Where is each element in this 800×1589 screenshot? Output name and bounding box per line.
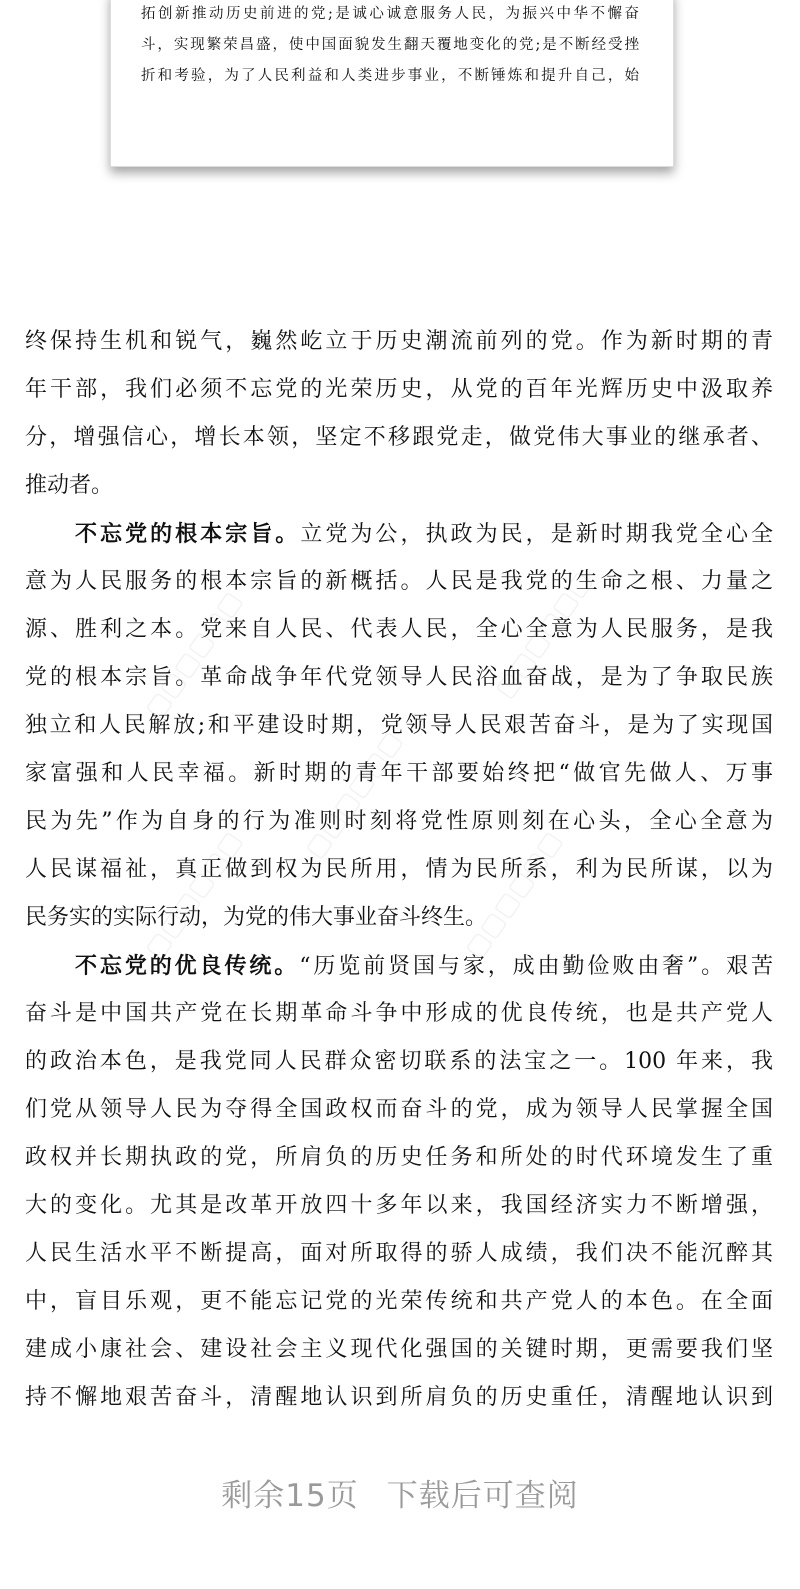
text-line — [25, 510, 773, 558]
text-line: 奋斗是中国共产党在长期革命斗争中形成的优良传统，也是共产党人 — [25, 1001, 773, 1026]
card-line: 拓创新推动历史前进的党;是诚心诚意服务人民，为振兴中华不懈奋 — [141, 6, 639, 22]
text-line: 政权并长期执政的党，所肩负的历史任务和所处的时代环境发生了重 — [25, 1145, 773, 1170]
card-line: 斗，实现繁荣昌盛，使中国面貌发生翻天覆地变化的党;是不断经受挫 — [141, 37, 639, 53]
text-line: 独立和人民解放;和平建设时期，党领导人民艰苦奋斗，是为了实现国 — [25, 713, 773, 738]
text-line: 年干部，我们必须不忘党的光荣历史，从党的百年光辉历史中汲取养 — [25, 377, 773, 402]
text-line: 持不懈地艰苦奋斗，清醒地认识到所肩负的历史重任，清醒地认识到 — [25, 1385, 773, 1410]
watermark: ▢▢▢▢▢▢ — [489, 566, 599, 704]
text-line: 人民谋福祉，真正做到权为民所用，情为民所系，利为民所谋，以为 — [25, 857, 773, 882]
document-body — [25, 318, 773, 1422]
text-line: 建成小康社会、建设社会主义现代化强国的关键时期，更需要我们坚 — [25, 1337, 773, 1362]
text-line: 源、胜利之本。党来自人民、代表人民，全心全意为人民服务，是我 — [25, 617, 773, 642]
download-to-read-more-button[interactable] — [0, 1470, 800, 1515]
paragraph-heading: 不忘党的优良传统。 — [75, 953, 300, 979]
watermark: ▢▢▢▢▢▢ — [139, 826, 249, 964]
paragraph-fine-tradition — [25, 942, 773, 1422]
paragraph-1 — [25, 318, 773, 510]
previous-page-card — [110, 0, 674, 167]
text-line: 推动者。 — [25, 473, 114, 498]
text-line: 民为先”作为自身的行为准则时刻将党性原则刻在心头，全心全意为 — [25, 809, 773, 834]
watermark: ▢▢▢▢▢▢ — [459, 826, 569, 964]
card-line: 折和考验，为了人民利益和人类进步事业，不断锤炼和提升自己，始 — [141, 68, 639, 84]
text-line: 分，增强信心，增长本领，坚定不移跟党走，做党伟大事业的继承者、 — [25, 425, 773, 450]
text-line: 党的根本宗旨。革命战争年代党领导人民浴血奋战，是为了争取民族 — [25, 665, 773, 690]
text-line: 意为人民服务的根本宗旨的新概括。人民是我党的生命之根、力量之 — [25, 569, 773, 594]
watermark: ▢▢▢▢▢▢ — [299, 726, 409, 864]
text-line: 家富强和人民幸福。新时期的青年干部要始终把“做官先做人、万事 — [25, 761, 773, 786]
remaining-pages-label: 剩余15页 — [221, 1478, 359, 1514]
download-hint-label: 下载后可查阅 — [386, 1478, 579, 1514]
text-line: 中，盲目乐观，更不能忘记党的光荣传统和共产党人的本色。在全面 — [25, 1289, 773, 1314]
text-line: 们党从领导人民为夺得全国政权而奋斗的党，成为领导人民掌握全国 — [25, 1097, 773, 1122]
paragraph-fundamental-purpose — [25, 510, 773, 942]
text-line — [25, 942, 773, 990]
text-line: 的政治本色，是我党同人民群众密切联系的法宝之一。100 年来，我 — [25, 1049, 773, 1074]
text-line: 终保持生机和锐气，巍然屹立于历史潮流前列的党。作为新时期的青 — [25, 329, 773, 354]
text-line: 民务实的实际行动，为党的伟大事业奋斗终生。 — [25, 905, 488, 930]
text-line: 大的变化。尤其是改革开放四十多年以来，我国经济实力不断增强， — [25, 1193, 773, 1218]
paragraph-heading: 不忘党的根本宗旨。 — [75, 521, 301, 547]
watermark: ▢▢▢▢▢▢ — [139, 586, 249, 724]
text-line: 人民生活水平不断提高，面对所取得的骄人成绩，我们决不能沉醉其 — [25, 1241, 773, 1266]
text-span: 立党为公，执政为民，是新时期我党全心全 — [300, 522, 773, 547]
card-text — [141, 0, 639, 92]
text-span: “历览前贤国与家，成由勤俭败由奢”。艰苦 — [299, 954, 773, 979]
